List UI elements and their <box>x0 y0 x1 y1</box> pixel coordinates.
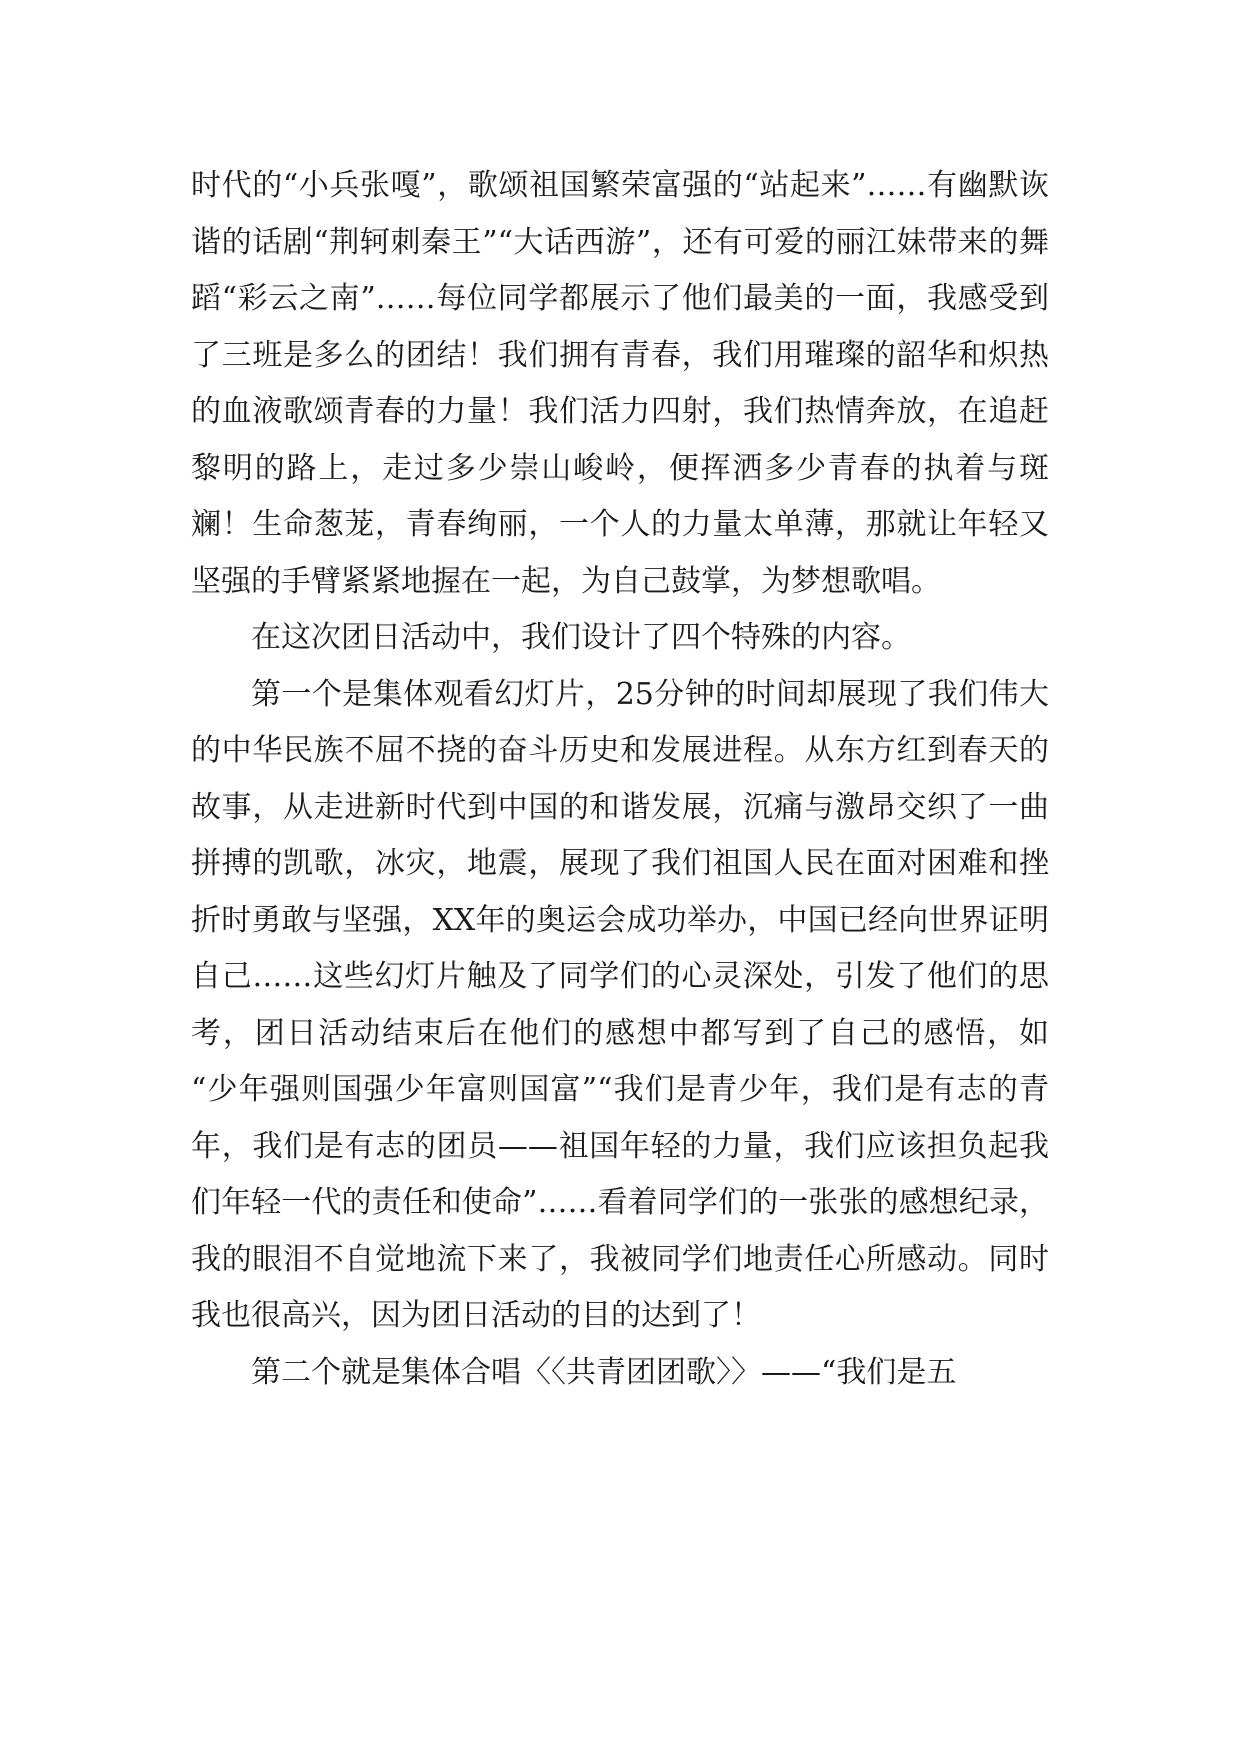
paragraph-chorus: 第二个就是集体合唱〈〈共青团团歌〉〉——“我们是五 <box>251 1354 957 1390</box>
paragraph-intro: 时代的“小兵张嘎”，歌颂祖国繁荣富强的“站起来”……有幽默诙谐的话剧“荆轲刺秦王”“大话西游”，还有可爱的丽江妹带来的舞蹈“彩云之南”……每位同学都展示了他们最美的一面，我感受到了三班是多么的团结！我们拥有青春，我们用璀璨的韶华和炽热的血液歌颂青春的力量！我们活力四射，我们热情奔放，在追赶黎明的路上，走过多少崇山峻岭，便挥洒多少青春的执着与斑斓！生命葱茏，青春绚丽，一个人的力量太单薄，那就让年轻又坚强的手臂紧紧地握在一起，为自己鼓掌，为梦想歌唱。 <box>191 168 1049 599</box>
document-page <box>191 158 1049 1401</box>
paragraph-slideshow: 第一个是集体观看幻灯片，25分钟的时间却展现了我们伟大的中华民族不屈不挠的奋斗历史和发展进程。从东方红到春天的故事，从走进新时代到中国的和谐发展，沉痛与激昂交织了一曲拼搏的凯歌，冰灾，地震，展现了我们祖国人民在面对困难和挫折时勇敢与坚强，XX年的奥运会成功举办，中国已经向世界证明自己……这些幻灯片触及了同学们的心灵深处，引发了他们的思考，团日活动结束后在他们的感想中都写到了自己的感悟，如 “少年强则国强少年富则国富”“我们是青少年，我们是有志的青年，我们是有志的团员——祖国年轻的力量，我们应该担负起我们年轻一代的责任和使命”……看着同学们的一张张的感想纪录，我的眼泪不自觉地流下来了，我被同学们地责任心所感动。同时我也很高兴，因为团日活动的目的达到了！ <box>191 676 1049 1333</box>
paragraph-activity-overview: 在这次团日活动中，我们设计了四个特殊的内容。 <box>251 620 911 655</box>
